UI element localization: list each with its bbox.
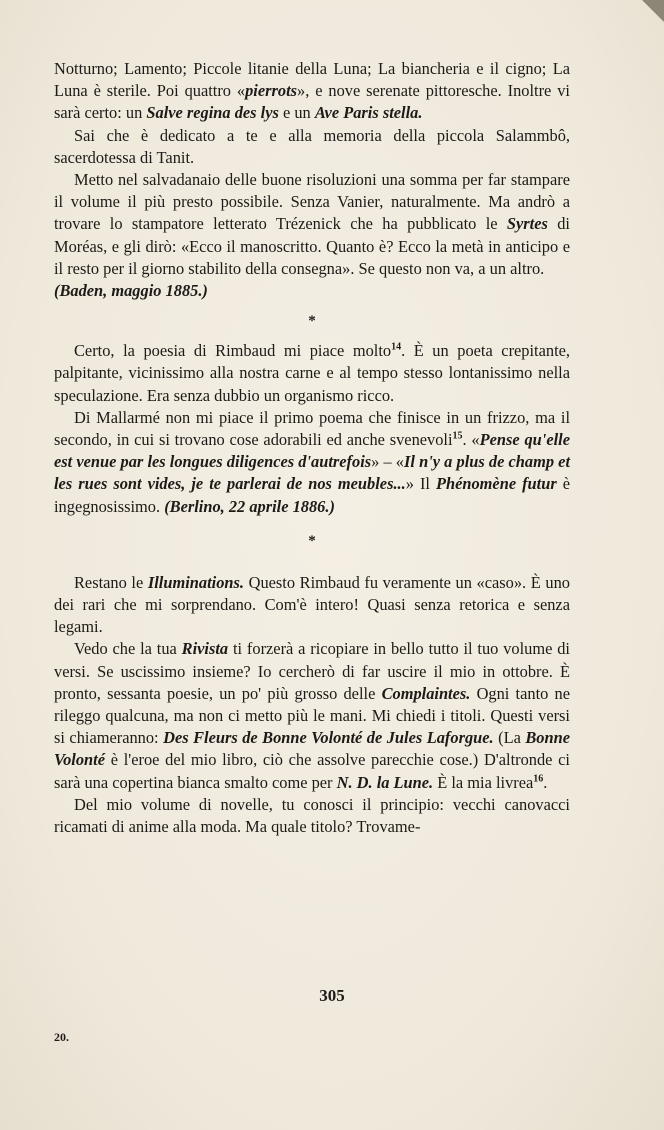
text-run: Certo, la poesia di Rimbaud mi piace molto: [74, 341, 392, 361]
text-run: è l'eroe del mio libro, ciò che assolve parecchie cose.) D'altronde ci sarà una copertina bianca smalto come per: [54, 750, 570, 792]
italic-run: Des Fleurs de Bonne Volonté de Jules Laforgue.: [163, 728, 494, 748]
text-run: », e nove serenate pittoresche. Inoltre vi sarà certo: un: [54, 81, 570, 123]
body-text: [54, 58, 570, 838]
signature-mark: 20.: [54, 1030, 69, 1044]
text-run: è ingegnosissimo.: [54, 474, 570, 516]
text-run: . È un poeta crepitante, palpitante, vicinissimo alla nostra carne e al tempo stesso lontanissimo nella speculazione. Era senza dubbio un organismo ricco.: [54, 341, 571, 405]
italic-run: Illuminations.: [147, 572, 244, 592]
text-run: » – «: [371, 452, 405, 472]
italic-run: Rivista: [181, 639, 229, 659]
italic-run: Phénomène futur: [435, 474, 557, 494]
italic-run: Pense qu'elle est venue par les longues diligences d'autrefois: [54, 430, 571, 472]
italic-run: Syrtes: [506, 214, 548, 234]
paragraph-2: Sai che è dedicato a te e alla memoria della piccola Salammbô, sacerdotessa di Tanit.: [54, 125, 570, 167]
paragraph-1: [54, 58, 570, 125]
footnote-ref: 15: [452, 430, 463, 442]
italic-run: Complaintes.: [381, 683, 471, 703]
paragraph-6: [54, 572, 570, 639]
italic-run: Salve regina des lys: [146, 103, 279, 123]
footnote-ref: 14: [391, 341, 402, 353]
text-run: Di Mallarmé non mi piace il primo poema che finisce in un frizzo, ma il secondo, in cui si trovano cose adorabili ed anche svenevoli: [54, 407, 570, 450]
text-run: Ogni tanto ne rileggo qualcuna, ma non ci metto più le mani. Mi chiedi i titoli. Questi versi si chiameranno:: [54, 683, 571, 748]
text-run: (La: [493, 728, 526, 748]
text-run: .: [543, 772, 548, 792]
text-run: e un: [278, 103, 315, 123]
text-run: Metto nel salvadanaio delle buone risoluzioni una somma per far stampare il volume il più presto possibile. Senza Vanier, naturalmente. Ma andrò a trovare lo stampatore letterato Trézenick che ha pubblicato le: [54, 170, 570, 234]
text-run: ti forzerà a ricopiare in bello tutto il tuo volume di versi. Se uscissimo insieme? Io cercherò di far uscire il mio in ottobre. È pronto, sessanta poesie, un po' più grosso delle: [54, 639, 570, 703]
paragraph-3: [54, 169, 570, 302]
text-run: Restano le: [74, 572, 148, 592]
italic-run: Bonne Volonté: [54, 728, 571, 770]
text-run: di Moréas, e gli dirò: «Ecco il manoscritto. Quanto è? Ecco la metà in anticipo e il resto per il giorno stabilito della consegna». Se questo non va, a un altro.: [54, 214, 570, 278]
dateline: (Baden, maggio 1885.): [54, 281, 208, 301]
page-number: 305: [319, 986, 345, 1005]
paragraph-5: [54, 407, 570, 518]
italic-run: pierrots: [245, 81, 298, 101]
footnote-ref: 16: [533, 773, 544, 785]
text-run: È la mia livrea: [433, 772, 534, 792]
folded-corner: [642, 0, 664, 22]
text-run: Questo Rimbaud fu veramente un «caso». È uno dei rari che mi sorprendano. Com'è intero! Quasi senza retorica e senza legami.: [54, 572, 570, 637]
text-run: » Il: [405, 474, 436, 494]
paragraph-7: [54, 638, 570, 793]
text-run: . «: [462, 430, 480, 450]
italic-run: Il n'y a plus de champ et les rues sont vides, je te parlerai de nos meubles...: [54, 452, 571, 494]
italic-run: N. D. la Lune.: [336, 772, 434, 792]
paragraph-4: [54, 340, 570, 407]
italic-run: Ave Paris stella.: [314, 103, 423, 123]
paragraph-8: Del mio volume di novelle, tu conosci il principio: vecchi canovacci ricamati di anime alla moda. Ma quale titolo? Trovame-: [54, 794, 570, 837]
text-run: Notturno; Lamento; Piccole litanie della Luna; La biancheria e il cigno; La Luna è sterile. Poi quattro «: [54, 59, 570, 101]
section-separator: *: [308, 532, 316, 549]
text-run: Vedo che la tua: [74, 639, 182, 659]
section-separator: *: [308, 313, 316, 330]
dateline: (Berlino, 22 aprile 1886.): [164, 496, 335, 516]
